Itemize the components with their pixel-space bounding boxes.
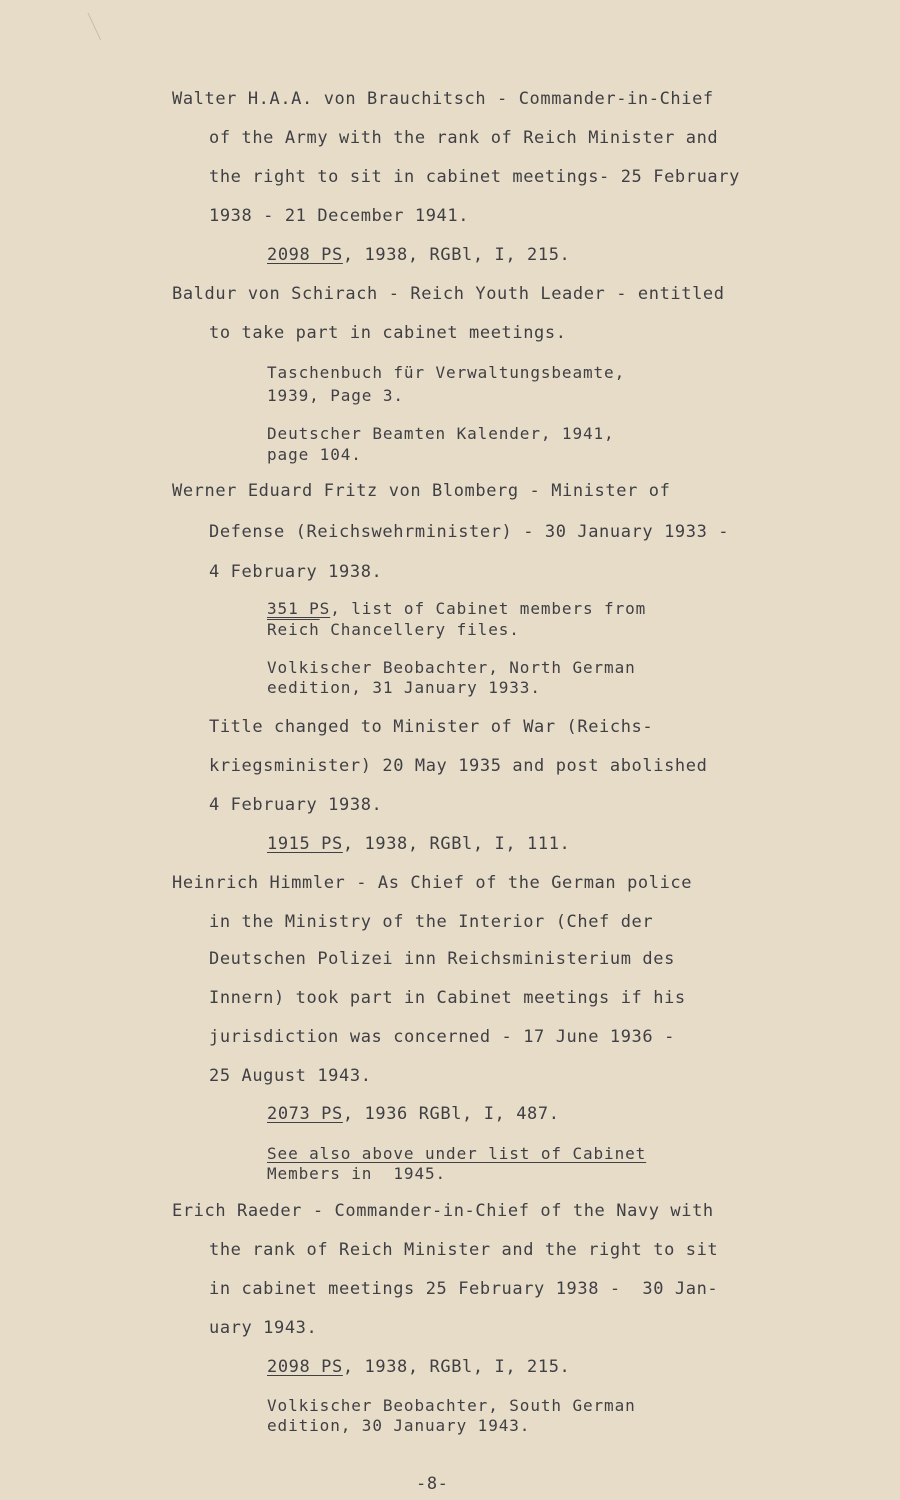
note-beobachter-north-line-2: eedition, 31 January 1933. (267, 678, 541, 697)
title-change-line-3: 4 February 1938. (209, 795, 383, 815)
note-taschenbuch-line-2: 1939, Page 3. (267, 386, 404, 405)
doc-ref: 2073 PS (267, 1104, 343, 1124)
doc-ref: 2098 PS (267, 1357, 343, 1377)
entry-raeder-line-1: Erich Raeder - Commander-in-Chief of the Navy with (172, 1201, 714, 1221)
citation-2098ps: 2098 PS, 1938, RGBl, I, 215. (267, 245, 571, 265)
entry-brauchitsch-line-4: 1938 - 21 December 1941. (209, 206, 470, 226)
entry-brauchitsch-line-2: of the Army with the rank of Reich Minister and (209, 128, 719, 148)
see-also-line-2: Members in 1945. (267, 1164, 447, 1183)
entry-himmler-line-4: Innern) took part in Cabinet meetings if his (209, 988, 686, 1008)
entry-brauchitsch-line-3: the right to sit in cabinet meetings- 25 February (209, 167, 740, 187)
entry-schirach-line-2: to take part in cabinet meetings. (209, 323, 567, 343)
entry-blomberg-line-1: Werner Eduard Fritz von Blomberg - Minister of (172, 481, 671, 501)
citation-1915ps: 1915 PS, 1938, RGBl, I, 111. (267, 834, 571, 854)
entry-himmler-line-2: in the Ministry of the Interior (Chef der (209, 912, 654, 932)
note-beobachter-south-line-1: Volkischer Beobachter, South German (267, 1396, 636, 1415)
entry-blomberg-line-2: Defense (Reichswehrminister) - 30 January 1933 - (209, 522, 730, 542)
see-also-line-1: See also above under list of Cabinet (267, 1144, 647, 1163)
citation-2098ps-raeder: 2098 PS, 1938, RGBl, I, 215. (267, 1357, 571, 1377)
entry-blomberg-line-3: 4 February 1938. (209, 562, 383, 582)
entry-himmler-line-6: 25 August 1943. (209, 1066, 372, 1086)
doc-ref: 1915 PS (267, 834, 343, 854)
title-change-line-1: Title changed to Minister of War (Reichs- (209, 717, 654, 737)
entry-schirach-line-1: Baldur von Schirach - Reich Youth Leader - entitled (172, 284, 725, 304)
citation-351ps-line-1: 351 PS, list of Cabinet members from (267, 599, 647, 618)
doc-ref: 2098 PS (267, 245, 343, 265)
page-number: -8- (416, 1474, 449, 1494)
citation-2073ps: 2073 PS, 1936 RGBl, I, 487. (267, 1104, 560, 1124)
note-kalender-line-2: page 104. (267, 445, 362, 464)
entry-raeder-line-3: in cabinet meetings 25 February 1938 - 30 Jan- (209, 1279, 719, 1299)
entry-himmler-line-5: jurisdiction was concerned - 17 June 1936 - (209, 1027, 675, 1047)
entry-himmler-line-3: Deutschen Polizei inn Reichsministerium des (209, 949, 675, 969)
paper-mark (87, 6, 115, 40)
doc-ref: 351 PS (267, 599, 331, 618)
title-change-line-2: kriegsminister) 20 May 1935 and post abolished (209, 756, 708, 776)
entry-brauchitsch-line-1: Walter H.A.A. von Brauchitsch - Commander-in-Chief (172, 89, 714, 109)
citation-351ps-line-2: Reich Chancellery files. (267, 620, 520, 639)
note-taschenbuch-line-1: Taschenbuch für Verwaltungsbeamte, (267, 363, 626, 382)
note-beobachter-south-line-2: edition, 30 January 1943. (267, 1416, 531, 1435)
note-kalender-line-1: Deutscher Beamten Kalender, 1941, (267, 424, 615, 443)
entry-raeder-line-2: the rank of Reich Minister and the right to sit (209, 1240, 719, 1260)
note-beobachter-north-line-1: Volkischer Beobachter, North German (267, 658, 636, 677)
entry-raeder-line-4: uary 1943. (209, 1318, 318, 1338)
entry-himmler-line-1: Heinrich Himmler - As Chief of the German police (172, 873, 693, 893)
